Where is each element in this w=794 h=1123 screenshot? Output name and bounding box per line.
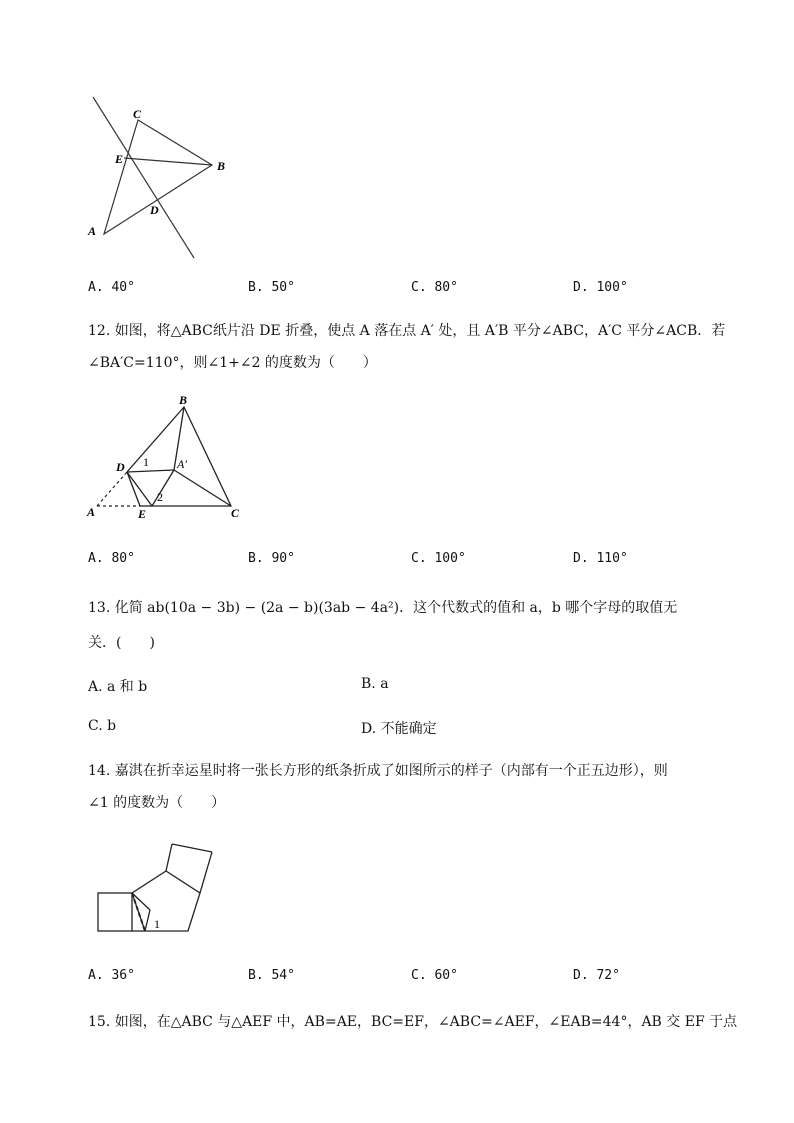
q12-question-line1: 12. 如图，将△ABC纸片沿 DE 折叠，使点 A 落在点 A′ 处，且 A′B 平分∠ABC，A′C 平分∠ACB．若 [88, 323, 726, 339]
label-a-prime: A′ [177, 457, 187, 471]
label-a: A [87, 505, 96, 519]
triangle-abc [104, 120, 212, 234]
q11-option-c[interactable]: C. 80° [411, 280, 458, 295]
strip-up-left [166, 844, 172, 871]
label-c: C [133, 107, 142, 121]
dashed-fold [132, 893, 145, 931]
q13-option-c[interactable]: C. b [88, 718, 117, 734]
q12-option-c[interactable]: C. 100° [411, 551, 466, 566]
q12-option-d[interactable]: D. 110° [573, 551, 628, 566]
label-e: E [138, 507, 147, 521]
fold-edge [145, 910, 150, 931]
q12-option-b[interactable]: B. 90° [248, 551, 295, 566]
q13-question-line1: 13. 化简 ab(10a − 3b) − (2a − b)(3ab − 4a²)．这个代数式的值和 a，b 哪个字母的取值无 [88, 600, 678, 616]
label-d: D [150, 203, 159, 217]
q14-question-line2: ∠1 的度数为（ ） [88, 795, 226, 811]
q14-option-a[interactable]: A. 36° [88, 968, 135, 983]
fold-line-de [127, 472, 140, 506]
q13-option-b[interactable]: B. a [361, 676, 389, 692]
folded-triangle-outline [127, 407, 231, 506]
q13-option-a[interactable]: A. a 和 b [88, 679, 148, 695]
label-e: E [115, 152, 124, 166]
q14-option-b[interactable]: B. 54° [248, 968, 295, 983]
segment-a-prime-c [174, 470, 231, 506]
q14-option-d[interactable]: D. 72° [573, 968, 620, 983]
pentagon [132, 871, 200, 931]
segment-a-prime-e [152, 470, 174, 506]
angle-2-label: 2 [157, 490, 163, 504]
q15-question-line1: 15. 如图，在△ABC 与△AEF 中，AB=AE，BC=EF，∠ABC=∠AEF，∠EAB=44°，AB 交 EF 于点 [88, 1014, 738, 1030]
label-a: A [88, 224, 97, 238]
q13-option-d[interactable]: D. 不能确定 [361, 721, 437, 737]
q11-option-d[interactable]: D. 100° [573, 280, 628, 295]
label-c: C [231, 506, 240, 520]
strip-left-rect [98, 893, 132, 931]
segment-eb [124, 158, 212, 165]
strip-up-right [200, 852, 212, 893]
angle-1-label: 1 [154, 917, 160, 931]
q12-question-line2: ∠BA′C=110°，则∠1+∠2 的度数为（ ） [88, 355, 377, 371]
dashed-ad [97, 472, 127, 506]
q13-question-line2: 关．( ) [88, 635, 155, 651]
label-b: B [179, 393, 188, 407]
q14-question-line1: 14. 嘉淇在折幸运星时将一张长方形的纸条折成了如图所示的样子（内部有一个正五边形），则 [88, 763, 668, 779]
segment-d-a-prime [127, 470, 174, 472]
segment-ba-prime [174, 407, 184, 470]
label-d: D [116, 460, 125, 474]
fold-line [93, 97, 194, 258]
angle-1-label: 1 [143, 455, 149, 469]
label-b: B [217, 159, 226, 173]
fold-edge-2 [132, 893, 150, 910]
q14-option-c[interactable]: C. 60° [411, 968, 458, 983]
q12-option-a[interactable]: A. 80° [88, 551, 135, 566]
q11-option-a[interactable]: A. 40° [88, 280, 135, 295]
strip-top [172, 844, 212, 852]
q11-option-b[interactable]: B. 50° [248, 280, 295, 295]
